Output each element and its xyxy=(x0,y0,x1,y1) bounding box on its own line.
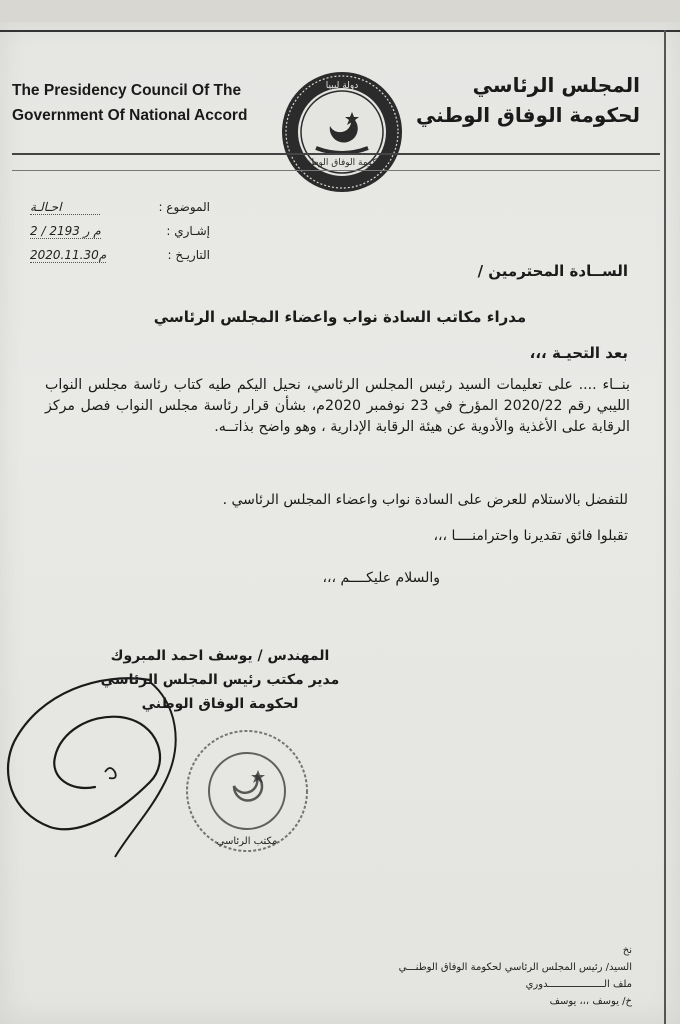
signer-title-2: لحكومة الوفاق الوطني xyxy=(141,696,299,712)
letter-meta xyxy=(30,200,210,272)
stamp-text: مكتب الرئاسي xyxy=(216,836,278,847)
header-divider xyxy=(12,153,660,155)
meta-reference xyxy=(30,224,210,248)
recipients-line: الســادة المحترمين / xyxy=(477,262,628,280)
header-divider-thin xyxy=(12,170,660,171)
frame-right-line xyxy=(664,30,666,1024)
meta-date xyxy=(30,248,210,272)
cc-block xyxy=(352,942,632,1010)
office-stamp-icon xyxy=(182,726,312,856)
cc-line-2: ملف الـــــــــــــــــــدوري xyxy=(525,979,632,990)
signer-title-1: مدير مكتب رئيس المجلس الرئاسي xyxy=(100,672,340,688)
arabic-letterhead xyxy=(410,70,640,130)
cc-line-1: السيد/ رئيس المجلس الرئاسي لحكومة الوفاق الوطنـــي xyxy=(398,962,632,973)
cc-intro: نخ xyxy=(622,945,632,956)
letter-page xyxy=(0,22,680,1024)
frame-top-line xyxy=(0,30,680,32)
scan-top-strip xyxy=(0,0,680,22)
presidency-seal-icon xyxy=(278,68,406,196)
letter-heading: مدراء مكاتب السادة نواب واعضاء المجلس الرئاسي xyxy=(153,308,527,326)
body-paragraph: بنــاء .... على تعليمات السيد رئيس المجلس الرئاسي، نحيل اليكم طيه كتاب رئاسة مجلس النواب الليبي رقم 2020/22 المؤرخ في 23 نوفمبر 2020م، بشأن قرار رئاسة مجلس النواب فصل مركز الرقابة على الأغذية والأدوية عن هيئة الرقابة الإدارية ، وهو واضح بذاتــه. xyxy=(45,377,630,435)
reference-label: إشـاري : xyxy=(166,224,210,238)
date-value: 2020.11.30م xyxy=(30,248,107,262)
arabic-line-1: المجلس الرئاسي xyxy=(472,73,640,97)
english-line-2: Government Of National Accord xyxy=(12,107,248,124)
date-label: التاريـخ : xyxy=(167,248,210,262)
closing-line-1: للتفضل بالاستلام للعرض على السادة نواب واعضاء المجلس الرئاسي . xyxy=(222,492,628,508)
letter-body xyxy=(45,375,630,440)
greeting: بعد التحيـة ،،، xyxy=(529,344,628,362)
seal-top-text: دولة ليبيا xyxy=(325,81,359,91)
seal-bottom-text: حكومة الوفاق الوطني xyxy=(301,158,383,168)
cc-line-3: خ/ يوسف ،،، يوسف xyxy=(549,996,632,1007)
reference-value: م ر 2193 / 2 xyxy=(30,224,101,238)
arabic-line-2: لحكومة الوفاق الوطني xyxy=(415,103,640,127)
subject-value: احـالـة xyxy=(30,200,100,215)
english-line-1: The Presidency Council Of The xyxy=(12,82,242,99)
salam-line: والسلام عليكــــم ،،، xyxy=(322,570,440,586)
english-letterhead xyxy=(12,78,282,128)
subject-label: الموضوع : xyxy=(158,200,210,214)
closing-line-2: تقبلوا فائق تقديرنا واحترامنــــا ،،، xyxy=(433,528,628,544)
signer-name: المهندس / يوسف احمد المبروك xyxy=(110,648,330,664)
meta-subject xyxy=(30,200,210,224)
